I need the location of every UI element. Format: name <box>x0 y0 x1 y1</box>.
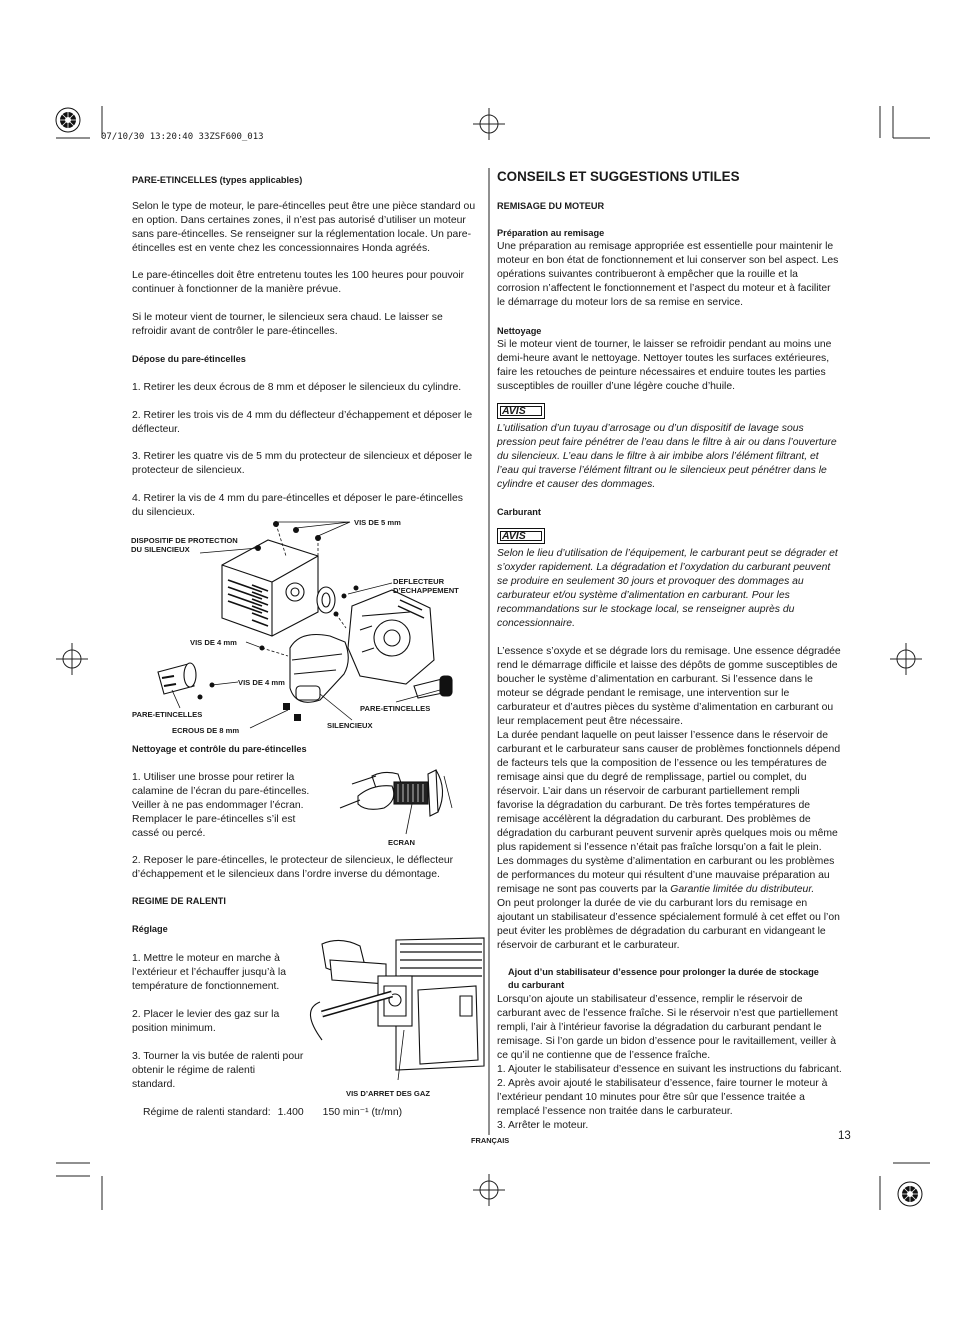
label-ecrous-8mm: ECROUS DE 8 mm <box>172 726 240 735</box>
depose-step-2: 2. Retirer les trois vis de 4 mm du déflecteur d’échappement et déposer le déflecteur. <box>132 410 473 435</box>
label-vis-arret-gaz: VIS D’ARRET DES GAZ <box>346 1089 430 1098</box>
carburant-title: Carburant <box>497 507 541 517</box>
label-vis-4mm-a: VIS DE 4 mm <box>190 638 237 647</box>
stabilisateur-step-1: 1. Ajouter le stabilisateur d’essence en suivant les instructions du fabricant. <box>497 1064 842 1075</box>
avis-notice-2: Selon le lieu d’utilisation de l’équipement, le carburant peut se dégrader et s’oxyder rapidement. La dégradation et l’oxydation du carburant peuvent se produire en seulement 30 jours et provoquer des dommages au carburateur et/ou système d’alimentation en carburant. Pour les recommandations sur le stockage local, se renseigner auprès du concessionnaire. <box>497 548 838 629</box>
section-title: CONSEILS ET SUGGESTIONS UTILES <box>497 169 740 184</box>
depose-step-1: 1. Retirer les deux écrous de 8 mm et déposer le silencieux du cylindre. <box>132 382 462 393</box>
avis-badge-2: AVIS <box>497 528 545 544</box>
preparation-text: Une préparation au remisage appropriée est essentielle pour maintenir le moteur en bon état de fonctionnement et lui conserver son bel aspect. Les opérations suivantes contribueront à empêcher que la rouille et la corrosion n’affectent le fonctionnement et l’aspect du moteur et à faciliter le démarrage du moteur lors de sa remise en service. <box>497 241 839 308</box>
label-silencieux: SILENCIEUX <box>327 721 373 730</box>
nettoyage-right-title: Nettoyage <box>497 326 542 336</box>
regime-standard: Régime de ralenti standard: 1.400 150 min⁻¹ (tr/mn) <box>143 1107 403 1118</box>
regime-title: REGIME DE RALENTI <box>132 896 226 906</box>
stabilisateur-text: Lorsqu’on ajoute un stabilisateur d’essence, remplir le réservoir de carburant avec de l’essence fraîche. Si le réservoir n’est que partiellement rempli, l’air à l’intérieur favorise la dégradation du carburant pendant le remisage. Si l’on garde un bidon d’essence pour le ravitaillement, veiller à ce qu’il ne contienne que de l’essence fraîche. <box>497 994 838 1061</box>
footer-language: FRANÇAIS <box>471 1136 510 1145</box>
label-ecran: ECRAN <box>388 838 416 847</box>
remisage-title: REMISAGE DU MOTEUR <box>497 201 605 211</box>
print-stamp: 07/10/30 13:20:40 33ZSF600_013 <box>101 132 264 142</box>
intro-paragraph-1: Selon le type de moteur, le pare-étincelles peut être une pièce standard ou en option. Dans certaines zones, il n’est pas autorisé d’utiliser un moteur sans pare-étincelles. Se renseigner sur la réglementation locale. Un pare- étincelles est en vente chez les concessionnaires Honda agréés. <box>132 201 476 254</box>
depose-title: Dépose du pare-étincelles <box>132 354 246 364</box>
reglage-step-1: 1. Mettre le moteur en marche à l’extérieur et l’échauffer jusqu’à la température de fonctionnement. <box>132 953 287 992</box>
stabilisateur-step-2: 2. Après avoir ajouté le stabilisateur d’essence, faire tourner le moteur à l’extérieur pendant 10 minutes pour être sûr que l’essence traitée a remplacé l’essence non traitée dans le carburateur. <box>497 1078 828 1117</box>
intro-paragraph-2: Le pare-étincelles doit être entretenu toutes les 100 heures pour pouvoir continuer à fonctionner de la manière prévue. <box>132 270 465 295</box>
label-dispositif-protection: DISPOSITIF DE PROTECTION DU SILENCIEUX <box>131 536 238 554</box>
intro-paragraph-3: Si le moteur vient de tourner, le silencieux sera chaud. Le laisser se refroidir avant de contrôler le pare-étincelles. <box>132 312 443 337</box>
spark-arrester-title: PARE-ETINCELLES (types applicables) <box>132 175 303 185</box>
label-pare-etincelles-left: PARE-ETINCELLES <box>132 710 203 719</box>
nettoyage-step-1: 1. Utiliser une brosse pour retirer la calamine de l’écran du pare-étincelles. Veiller à ne pas endommager l’écran. Remplacer le pare-étincelles s’il est cassé ou percé. <box>132 772 310 839</box>
stabilisateur-title: Ajout d’un stabilisateur d’essence pour prolonger la durée de stockage du carburant <box>508 967 819 990</box>
page-number: 13 <box>838 1130 851 1142</box>
label-vis-5mm: VIS DE 5 mm <box>354 518 401 527</box>
carburant-text: L’essence s’oxyde et se dégrade lors du remisage. Une essence dégradée rend le démarrage difficile et laisse des dépôts de gomme susceptibles de boucher le système d’alimentation en carburant. Si l’essence dans le moteur se dégrade pendant le remisage, une intervention sur le carburateur et d’autres pièces du système d’alimentation en carburant ou leur remplacement peut être nécessaire. La durée pendant laquelle on peut laisser l’essence dans le réservoir de carburant et le carburateur sans causer de problèmes fonctionnels dépend de facteurs tels que la composition de l’essence ou les températures de remisage ainsi que du degré de remplissage, partiel ou complet, du réservoir. L’air dans un réservoir de carburant partiellement rempli favorise la dégradation du carburant. De très fortes températures de remisage accélèrent la dégradation du carburant. Des problèmes de dégradation du carburant peuvent survenir après quelques mois ou même plus rapidement si l’essence n’était pas fraîche lorsqu’on a fait le plein. Les dommages du système d’alimentation en carburant ou les problèmes de performances du moteur qui résultent d’une mauvaise préparation au remisage ne sont pas couverts par la Garantie limitée du distributeur. On peut prolonger la durée de vie du carburant lors du remisage en ajoutant un stabilisateur d’essence spécialement formulé à cet effet ou l’on peut éviter les problèmes de dégradation du carburant en vidangeant le réservoir de carburant et le carburateur. <box>497 646 841 951</box>
label-vis-4mm-b: VIS DE 4 mm <box>238 678 285 687</box>
avis-badge-1: AVIS <box>497 403 545 419</box>
depose-step-4: 4. Retirer la vis de 4 mm du pare-étincelles et déposer le pare-étincelles du silencieux. <box>132 493 463 518</box>
depose-step-3: 3. Retirer les quatre vis de 5 mm du protecteur de silencieux et déposer le protecteur de silencieux. <box>132 451 473 476</box>
avis-notice-1: L’utilisation d’un tuyau d’arrosage ou d’un dispositif de lavage sous pression peut faire pénétrer de l’eau dans le filtre à air ou dans l’ouverture du silencieux. L’eau dans le filtre à air imbibe alors l’élément filtrant, et l’eau qui traverse l’élément filtrant ou le silencieux peut pénétrer dans le cylindre et causer des dommages. <box>497 423 837 490</box>
nettoyage-title: Nettoyage et contrôle du pare-étincelles <box>132 744 307 754</box>
stabilisateur-step-3: 3. Arrêter le moteur. <box>497 1120 589 1131</box>
reglage-title: Réglage <box>132 924 168 934</box>
reglage-step-3: 3. Tourner la vis butée de ralenti pour obtenir le régime de ralenti standard. <box>132 1051 304 1090</box>
label-pare-etincelles-right: PARE-ETINCELLES <box>360 704 431 713</box>
label-deflecteur: DEFLECTEUR D’ECHAPPEMENT <box>393 577 459 595</box>
preparation-title: Préparation au remisage <box>497 228 605 238</box>
reglage-step-2: 2. Placer le levier des gaz sur la position minimum. <box>132 1009 280 1034</box>
nettoyage-right-text: Si le moteur vient de tourner, le laisser se refroidir pendant au moins une demi-heure avant le nettoyage. Nettoyer toutes les surfaces extérieures, faire les retouches de peinture nécessaires et enduire toutes les parties susceptibles de rouiller d’une légère couche d’huile. <box>497 339 832 392</box>
nettoyage-step-2: 2. Reposer le pare-étincelles, le protecteur de silencieux, le déflecteur d’échappement et le silencieux dans l’ordre inverse du démontage. <box>132 855 454 880</box>
